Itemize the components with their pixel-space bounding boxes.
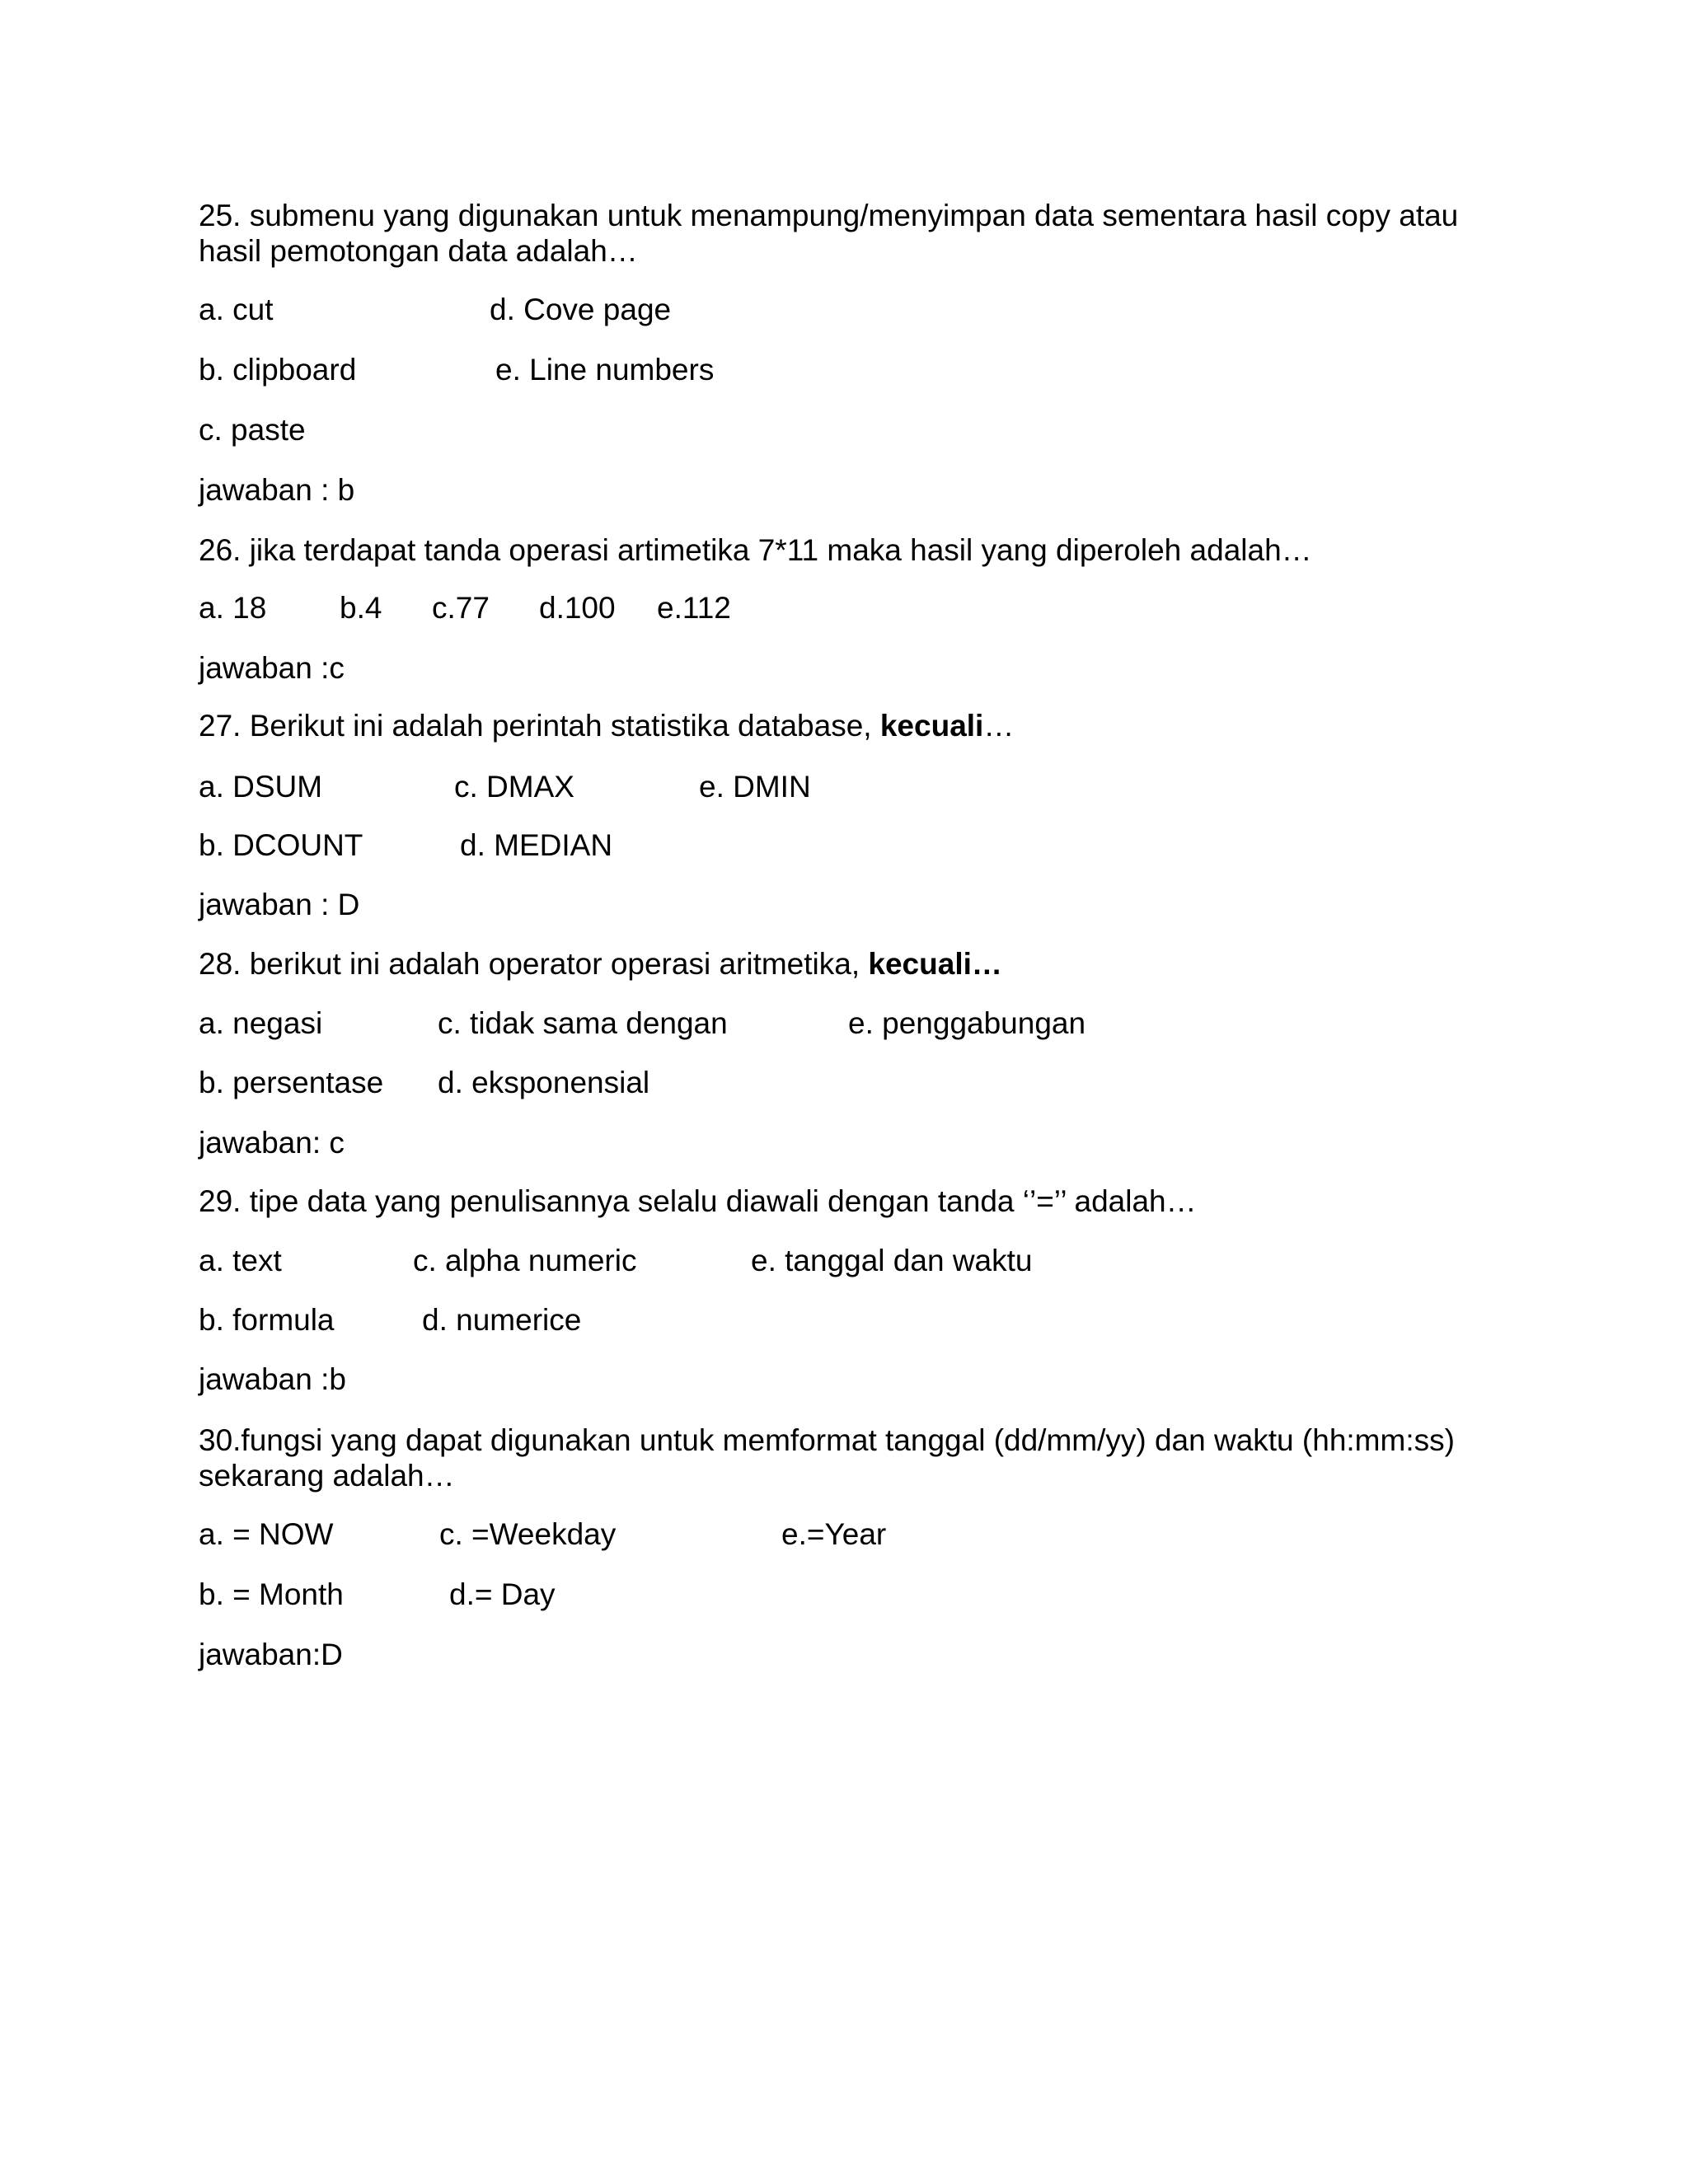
question-30-text: 30.fungsi yang dapat digunakan untuk memformat tanggal (dd/mm/yy) dan waktu (hh:mm:ss) [199,1423,1455,1457]
option-25-a: a. cut [199,293,274,326]
option-26-e: e.112 [657,591,731,625]
option-30-e: e.=Year [781,1517,887,1551]
option-25-c: c. paste [199,413,306,447]
answer-28: jawaban: c [199,1126,345,1160]
question-27-keyword: kecuali [879,709,984,743]
option-29-b: b. formula [199,1303,335,1337]
option-28-e: e. penggabungan [848,1006,1086,1040]
option-27-b: b. DCOUNT [199,828,363,862]
question-29-text: 29. tipe data yang penulisannya selalu diawali dengan tanda ‘’=’’ adalah… [199,1184,1197,1218]
option-28-d: d. eksponensial [438,1066,650,1099]
answer-25: jawaban : b [199,473,355,507]
option-29-c: c. alpha numeric [413,1244,637,1277]
question-28-text [199,946,1002,982]
option-26-d: d.100 [539,591,616,625]
option-27-c: c. DMAX [454,770,574,804]
option-29-a: a. text [199,1244,282,1277]
question-27-text [199,708,1014,744]
option-28-c: c. tidak sama dengan [438,1006,728,1040]
option-29-d: d. numerice [422,1303,582,1337]
question-28-stem: 28. berikut ini adalah operator operasi aritmetika, [199,947,869,981]
option-30-a: a. = NOW [199,1517,334,1551]
option-26-a: a. 18 [199,591,267,625]
option-30-b: b. = Month [199,1577,344,1611]
option-27-d: d. MEDIAN [460,828,613,862]
option-25-e: e. Line numbers [495,353,715,387]
option-25-d: d. Cove page [490,293,672,326]
answer-26: jawaban :c [199,651,345,685]
option-28-a: a. negasi [199,1006,323,1040]
answer-29: jawaban :b [199,1362,346,1396]
option-27-e: e. DMIN [699,770,811,804]
question-30-text-cont: sekarang adalah… [199,1459,455,1493]
question-25-text-cont: hasil pemotongan data adalah… [199,234,638,268]
question-26-text: 26. jika terdapat tanda operasi artimetika 7*11 maka hasil yang diperoleh adalah… [199,533,1312,567]
answer-27: jawaban : D [199,888,360,921]
option-27-a: a. DSUM [199,770,323,804]
question-27-stem: 27. Berikut ini adalah perintah statistika database, [199,709,880,743]
option-25-b: b. clipboard [199,353,357,387]
option-26-c: c.77 [432,591,490,625]
option-28-b: b. persentase [199,1066,384,1099]
option-30-c: c. =Weekday [439,1517,617,1551]
answer-30: jawaban:D [199,1638,343,1671]
option-30-d: d.= Day [449,1577,556,1611]
option-29-e: e. tanggal dan waktu [751,1244,1033,1277]
question-28-keyword: kecuali… [868,947,1002,981]
option-26-b: b.4 [340,591,382,625]
question-25-text: 25. submenu yang digunakan untuk menampung/menyimpan data sementara hasil copy atau [199,199,1459,232]
question-27-ellipsis: … [983,709,1015,743]
